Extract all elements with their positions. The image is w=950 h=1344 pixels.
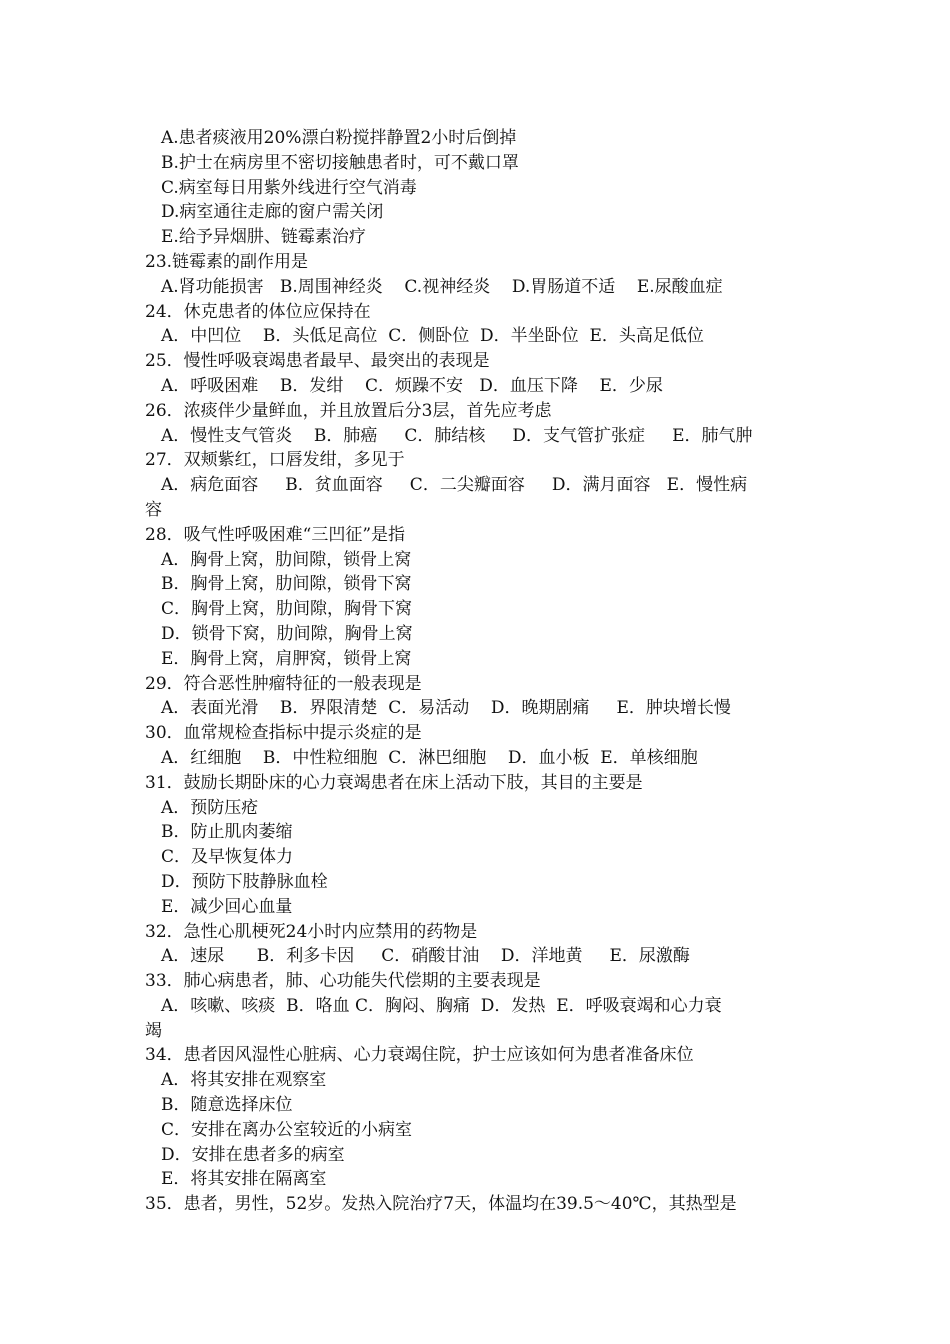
answer-option-line: A.肾功能损害 B.周围神经炎 C.视神经炎 D.胃肠道不适 E.尿酸血症 <box>161 276 723 297</box>
answer-option-line: D.病室通往走廊的窗户需关闭 <box>161 202 384 223</box>
answer-option-line: D．安排在患者多的病室 <box>161 1144 345 1165</box>
answer-option-line: A．中凹位 B．头低足高位 C．侧卧位 D．半坐卧位 E．头高足低位 <box>161 326 704 347</box>
answer-option-line: C.病室每日用紫外线进行空气消毒 <box>161 177 417 198</box>
question-line: 30．血常规检查指标中提示炎症的是 <box>145 723 422 744</box>
question-line: 26．浓痰伴少量鲜血，并且放置后分3层，首先应考虑 <box>145 400 552 421</box>
answer-option-line: C．安排在离办公室较近的小病室 <box>161 1119 413 1140</box>
answer-option-line: A．咳嗽、咳痰 B．咯血 C．胸闷、胸痛 D．发热 E．呼吸衰竭和心力衰 <box>161 995 722 1016</box>
question-line: 23.链霉素的副作用是 <box>145 251 309 272</box>
question-line: 竭 <box>145 1020 162 1041</box>
answer-option-line: B．防止肌肉萎缩 <box>161 822 293 843</box>
answer-option-line: E．将其安排在隔离室 <box>161 1169 327 1190</box>
answer-option-line: A．速尿 B．利多卡因 C．硝酸甘油 D．洋地黄 E．尿激酶 <box>161 946 690 967</box>
question-line: 34．患者因风湿性心脏病、心力衰竭住院，护士应该如何为患者准备床位 <box>145 1045 694 1066</box>
answer-option-line: C．胸骨上窝，肋间隙，胸骨下窝 <box>161 599 413 620</box>
answer-option-line: A．胸骨上窝，肋间隙，锁骨上窝 <box>161 549 412 570</box>
answer-option-line: B．随意选择床位 <box>161 1095 293 1116</box>
question-line: 31．鼓励长期卧床的心力衰竭患者在床上活动下肢，其目的主要是 <box>145 772 643 793</box>
question-line: 容 <box>145 499 162 520</box>
question-line: 24．休克患者的体位应保持在 <box>145 301 371 322</box>
exam-question-text <box>145 126 810 1217</box>
question-line: 28．吸气性呼吸困难“三凹征”是指 <box>145 524 406 545</box>
answer-option-line: E.给予异烟肼、链霉素治疗 <box>161 227 366 248</box>
answer-option-line: A．慢性支气管炎 B．肺癌 C．肺结核 D．支气管扩张症 E．肺气肿 <box>161 425 753 446</box>
question-line: 32．急性心肌梗死24小时内应禁用的药物是 <box>145 921 478 942</box>
question-line: 25．慢性呼吸衰竭患者最早、最突出的表现是 <box>145 351 490 372</box>
question-line: 27．双颊紫红，口唇发绀，多见于 <box>145 450 405 471</box>
question-line: 33．肺心病患者，肺、心功能失代偿期的主要表现是 <box>145 971 541 992</box>
answer-option-line: E．减少回心血量 <box>161 896 293 917</box>
question-line: 29．符合恶性肿瘤特征的一般表现是 <box>145 673 422 694</box>
answer-option-line: A．预防压疮 <box>161 797 259 818</box>
answer-option-line: D．预防下肢静脉血栓 <box>161 871 328 892</box>
answer-option-line: E．胸骨上窝，肩胛窝，锁骨上窝 <box>161 648 412 669</box>
answer-option-line: A．将其安排在观察室 <box>161 1070 327 1091</box>
answer-option-line: C．及早恢复体力 <box>161 847 294 868</box>
answer-option-line: A．表面光滑 B．界限清楚 C．易活动 D．晚期剧痛 E．肿块增长慢 <box>161 698 731 719</box>
answer-option-line: A．病危面容 B．贫血面容 C．二尖瓣面容 D．满月面容 E．慢性病 <box>161 475 748 496</box>
answer-option-line: D．锁骨下窝，肋间隙，胸骨上窝 <box>161 623 413 644</box>
answer-option-line: B．胸骨上窝，肋间隙，锁骨下窝 <box>161 574 412 595</box>
answer-option-line: B.护士在病房里不密切接触患者时，可不戴口罩 <box>161 152 519 173</box>
answer-option-line: A.患者痰液用20%漂白粉搅拌静置2小时后倒掉 <box>161 128 517 148</box>
answer-option-line: A．红细胞 B．中性粒细胞 C．淋巴细胞 D．血小板 E．单核细胞 <box>161 747 698 768</box>
answer-option-line: A．呼吸困难 B．发绀 C．烦躁不安 D．血压下降 E．少尿 <box>161 375 663 396</box>
question-line: 35．患者，男性，52岁。发热入院治疗7天，体温均在39.5～40℃，其热型是 <box>145 1194 737 1215</box>
